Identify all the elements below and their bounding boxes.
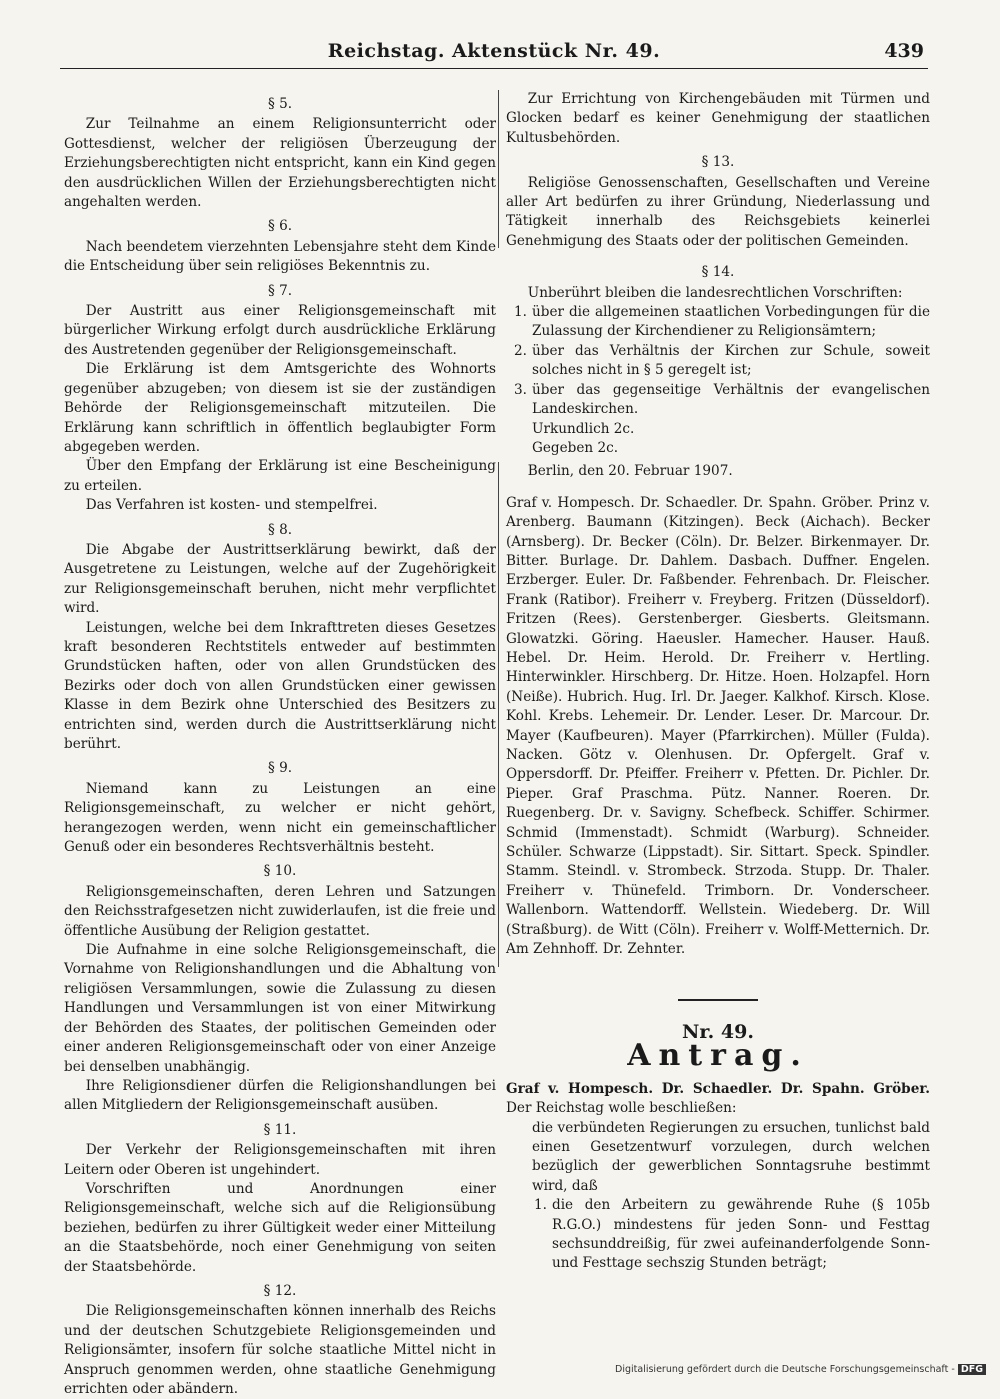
paragraph: Der Austritt aus einer Religionsgemeinschaft mit bürgerlicher Wirkung erfolgt durch ausdrückliche Erklärung des Austretenden gegenüber der Religionsgemeinschaft. xyxy=(64,303,496,358)
left-column xyxy=(64,90,496,1399)
paragraph: Ihre Religionsdiener dürfen die Religionshandlungen bei allen Mitgliedern der Religionsgemeinschaft ausüben. xyxy=(64,1077,496,1114)
paragraph: Niemand kann zu Leistungen an eine Religionsgemeinschaft, zu welcher er nicht gehört, herangezogen werden, wenn nicht ein gemeinschaftlicher Genuß oder ein besonderes Rechtsverhältnis besteht. xyxy=(64,780,496,856)
section-heading-5: § 5. xyxy=(267,96,293,112)
section-heading-7: § 7. xyxy=(267,282,293,299)
antrag-lead: Der Reichstag wolle beschließen: xyxy=(506,1100,737,1117)
section-heading-8: § 8. xyxy=(267,521,293,538)
section-heading-6: § 6. xyxy=(267,218,293,235)
dfg-logo: DFG xyxy=(958,1364,986,1375)
antrag-signers: Graf v. Hompesch. Dr. Schaedler. Dr. Spahn. Gröber. xyxy=(506,1080,930,1097)
gegeben-line: Gegeben 2c. xyxy=(532,439,619,456)
page-number: 439 xyxy=(884,40,924,62)
column-divider-top xyxy=(498,90,499,248)
paragraph: Zur Teilnahme an einem Religionsunterricht oder Gottesdienst, welcher der religiösen Überzeugung der Erziehungsberechtigten nicht entspricht, kann ein Kind gegen den ausdrücklichen Willen der Erziehungsberechtigten nicht angehalten werden. xyxy=(64,116,496,211)
paragraph: Religionsgemeinschaften, deren Lehren und Satzungen den Reichsstrafgesetzen nicht zuwiderlaufen, ist die freie und öffentliche Ausübung der Religion gestattet. xyxy=(64,883,496,939)
running-header xyxy=(60,38,928,69)
paragraph: Der Verkehr der Religionsgemeinschaften mit ihren Leitern oder Oberen ist ungehindert. xyxy=(64,1142,496,1178)
list-text: über das Verhältnis der Kirchen zur Schule, soweit solches nicht in § 5 geregelt ist; xyxy=(532,342,930,379)
paragraph: Religiöse Genossenschaften, Gesellschaften und Vereine aller Art bedürfen zu ihrer Gründung, Niederlassung und Tätigkeit innerhalb des Reichsgebiets keinerlei Genehmigung des Staats oder der politischen Gemeinden. xyxy=(506,174,930,249)
antrag-title: Antrag. xyxy=(627,1038,809,1074)
document-number: Nr. 49. xyxy=(682,1020,754,1043)
section-heading-12: § 12. xyxy=(263,1282,297,1299)
paragraph: Über den Empfang der Erklärung ist eine Bescheinigung zu erteilen. xyxy=(64,458,496,494)
header-title: Reichstag. Aktenstück Nr. 49. xyxy=(327,40,661,62)
column-divider-middle xyxy=(498,462,499,967)
paragraph: Unberührt bleiben die landesrechtlichen Vorschriften: xyxy=(527,284,903,301)
list-number: 1. xyxy=(534,1197,547,1214)
dateline: Berlin, den 20. Februar 1907. xyxy=(527,463,733,480)
section-rule xyxy=(678,999,758,1001)
digitization-footer xyxy=(615,1364,986,1375)
list-number: 1. xyxy=(514,304,527,321)
list-text: über das gegenseitige Verhältnis der evangelischen Landeskirchen. xyxy=(532,381,930,418)
list-item xyxy=(506,303,930,342)
paragraph: Die Abgabe der Austrittserklärung bewirkt, daß der Ausgetretene zu Leistungen, welche auf der Zugehörigkeit zur Religionsgemeinschaft beruhen, nicht mehr verpflichtet wird. xyxy=(64,541,496,617)
signatories-list: Graf v. Hompesch. Dr. Schaedler. Dr. Spahn. Gröber. Prinz v. Arenberg. Baumann (Kitzingen). Beck (Aichach). Becker (Arnsberg). Dr. Becker (Cöln). Dr. Belzer. Birkenmayer. Dr. Bitter. Burlage. Dr. Dahlem. Dasbach. Duffner. Engelen. Erzberger. Euler. Dr. Faßbender. Fehrenbach. Dr. Fleischer. Frank (Ratibor). Freiherr v. Freyberg. Fritzen (Düsseldorf). Fritzen (Rees). Gerstenberger. Giesberts. Gleitsmann. Glowatzki. Göring. Haeusler. Hamecher. Hauser. Hauß. Hebel. Dr. Heim. Herold. Dr. Freiherr v. Hertling. Hinterwinkler. Hirschberg. Dr. Hitze. Hoen. Holzapfel. Horn (Neiße). Hubrich. Hug. Irl. Dr. Jaeger. Kalkhof. Kirsch. Klose. Kohl. Krebs. Lehemeir. Dr. Lender. Leser. Dr. Marcour. Dr. Mayer (Kaufbeuren). Mayer (Pfarrkirchen). Müller (Fulda). Nacken. Götz v. Olenhusen. Dr. Opfergelt. Graf v. Oppersdorff. Dr. Pfeiffer. Freiherr v. Pfetten. Dr. Pichler. Dr. Pieper. Graf Praschma. Pütz. Nanner. Roeren. Dr. Ruegenberg. Dr. v. Savigny. Schefbeck. Schiffer. Schirmer. Schmid (Immenstadt). Schmidt (Warburg). Schneider. Schüler. Schwarze (Lippstadt). Sir. Sittart. Speck. Spindler. Stamm. Steindl. v. Strombeck. Strzoda. Stupp. Dr. Thaler. Freiherr v. Thünefeld. Trimborn. Dr. Vonderscheer. Wallenborn. Wattendorff. Wellstein. Wiedeberg. Dr. Will (Straßburg). de Witt (Cöln). Freiherr v. Wolff-Metternich. Dr. Am Zehnhoff. Dr. Zehnter. xyxy=(506,494,930,958)
paragraph: Nach beendetem vierzehnten Lebensjahre steht dem Kinde die Entscheidung über sein religiöses Bekenntnis zu. xyxy=(64,238,496,275)
paragraph: Vorschriften und Anordnungen einer Religionsgemeinschaft, welche sich auf die Religionsübung beziehen, bedürfen zu ihrer Gültigkeit weder einer Mitteilung an die Staatsbehörde, noch einer Genehmigung von seiten der Staatsbehörde. xyxy=(64,1180,496,1275)
antrag-intro xyxy=(506,1080,930,1119)
section-heading-10: § 10. xyxy=(263,863,297,880)
paragraph: Die Erklärung ist dem Amtsgerichte des Wohnorts gegenüber abzugeben; von diesem ist sie der zuständigen Behörde der Religionsgemeinschaft mitzuteilen. Die Erklärung kann schriftlich in öffentlich beglaubigter Form abgegeben werden. xyxy=(64,361,496,455)
list-text: über die allgemeinen staatlichen Vorbedingungen für die Zulassung der Kirchendiener zu Religionsämtern; xyxy=(532,304,930,340)
section-heading-14: § 14. xyxy=(701,264,735,281)
paragraph: Das Verfahren ist kosten- und stempelfrei. xyxy=(85,497,378,514)
list-item xyxy=(506,381,930,420)
paragraph: Die Aufnahme in eine solche Religionsgemeinschaft, die Vornahme von Religionshandlungen und die Abhaltung von religiösen Versammlungen, sowie die Zulassung zu diesen Handlungen und Versammlungen ist von einer Mitwirkung der Behörden des Staates, der politischen Gemeinden oder einer anderen Religionsgemeinschaft oder von einer Anzeige bei denselben unabhängig. xyxy=(64,942,496,1075)
section-heading-13: § 13. xyxy=(701,154,735,171)
right-column xyxy=(506,90,930,1274)
antrag-item xyxy=(506,1196,930,1274)
antrag-body: die verbündeten Regierungen zu ersuchen, tunlichst bald einen Gesetzentwurf vorzulegen, durch welchen bezüglich der gewerblichen Sonntagsruhe bestimmt wird, daß xyxy=(532,1119,930,1194)
section-heading-9: § 9. xyxy=(267,760,293,777)
list-text: die den Arbeitern zu gewährende Ruhe (§ 105b R.G.O.) mindestens für jeden Sonn- und Festtag sechsunddreißig, für zwei aufeinanderfolgende Sonn- und Festtage sechszig Stunden beträgt; xyxy=(552,1197,930,1272)
list-number: 2. xyxy=(514,342,527,359)
paragraph: Zur Errichtung von Kirchengebäuden mit Türmen und Glocken bedarf es keiner Genehmigung der staatlichen Kultusbehörden. xyxy=(506,91,930,146)
paragraph: Leistungen, welche bei dem Inkrafttreten dieses Gesetzes kraft besonderen Rechtstitels entweder auf bestimmten Grundstücken haften, oder von allen Grundstücken des Bezirks oder doch von allen Grundstücken einer gewissen Klasse in dem Bezirk ohne Unterschied des Besitzers zu entrichten sind, werden durch die Austrittserklärung nicht berührt. xyxy=(64,619,496,752)
urkundlich-line: Urkundlich 2c. xyxy=(532,420,635,437)
section-heading-11: § 11. xyxy=(263,1121,297,1138)
footer-text: Digitalisierung gefördert durch die Deutsche Forschungsgemeinschaft - xyxy=(615,1364,955,1375)
list-number: 3. xyxy=(514,381,527,398)
list-item xyxy=(506,342,930,381)
paragraph: Die Religionsgemeinschaften können innerhalb des Reichs und der deutschen Schutzgebiete Religionsgemeinden und Religionsämter, insofern für solche staatliche Mittel nicht in Anspruch genommen werden, ohne staatliche Genehmigung errichten oder abändern. xyxy=(64,1303,496,1397)
